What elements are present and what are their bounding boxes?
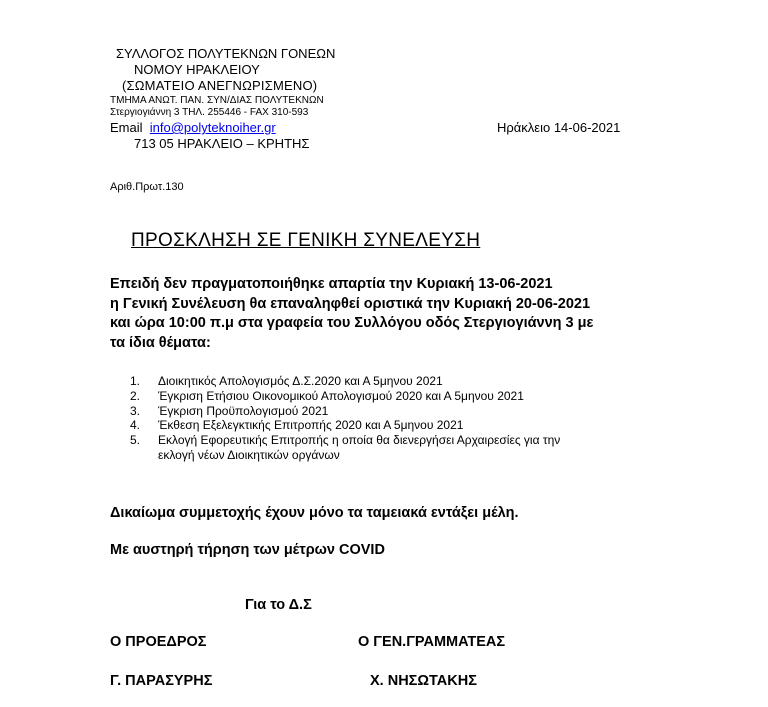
signature-for-board: Για το Δ.Σ [245,597,312,613]
body-line: τα ίδια θέματα: [110,334,211,351]
agenda-item-number: 5. [130,433,141,448]
agenda-list [130,374,560,463]
agenda-item-text: Έγκριση Ετήσιου Οικονομικού Απολογισμού 2020 και Α 5μηνου 2021 [158,388,524,403]
president-role: Ο ΠΡΟΕΔΡΟΣ [110,634,207,650]
protocol-number: Αριθ.Πρωτ.130 [110,181,184,193]
body-line: η Γενική Συνέλευση θα επαναληφθεί οριστικά την Κυριακή 20-06-2021 [110,295,591,312]
org-postal: 713 05 ΗΡΑΚΛΕΙΟ – ΚΡΗΤΗΣ [134,136,310,151]
body-line: Επειδή δεν πραγματοποιήθηκε απαρτία την Κυριακή 13-06-2021 [110,276,553,292]
agenda-item-text: Έκθεση Εξελεγκτικής Επιτροπής 2020 και Α 5μηνου 2021 [158,418,464,433]
secretary-name: Χ. ΝΗΣΩΤΑΚΗΣ [370,673,477,689]
secretary-role: Ο ΓΕΝ.ΓΡΑΜΜΑΤΕΑΣ [358,634,506,650]
email-line [110,120,276,135]
org-name-line1: ΣΥΛΛΟΓΟΣ ΠΟΛΥΤΕΚΝΩΝ ΓΟΝΕΩΝ [116,46,336,61]
document-title: ΠΡΟΣΚΛΗΣΗ ΣΕ ΓΕΝΙΚΗ ΣΥΝΕΛΕΥΣΗ [131,230,481,251]
agenda-item-text: Διοικητικός Απολογισμός Δ.Σ.2020 και Α 5μηνου 2021 [158,374,443,388]
agenda-item-text: Εκλογή Εφορευτικής Επιτροπής η οποία θα διενεργήσει Αρχαιρεσίες για την [158,433,561,448]
org-address: Στεργιογιάννη 3 ΤΗΛ. 255446 - FAX 310-593 [110,107,309,118]
agenda-item-continuation: εκλογή νέων Διοικητικών οργάνων [158,447,340,462]
president-name: Γ. ΠΑΡΑΣΥΡΗΣ [110,673,213,689]
eligibility-note: Δικαίωμα συμμετοχής έχουν μόνο τα ταμειακά εντάξει μέλη. [110,505,519,521]
org-department: ΤΜΗΜΑ ΑΝΩΤ. ΠΑΝ. ΣΥΝ/ΔΙΑΣ ΠΟΛΥΤΕΚΝΩΝ [110,95,324,106]
document-date: Ηράκλειο 14-06-2021 [497,120,621,135]
agenda-item [130,433,560,448]
agenda-item-number: 2. [130,388,141,403]
agenda-item [130,374,560,389]
agenda-item-number: 3. [130,403,141,418]
agenda-item-number: 1. [130,374,141,388]
org-status: (ΣΩΜΑΤΕΙΟ ΑΝΕΓΝΩΡΙΣΜΕΝΟ) [122,78,318,93]
body-line: και ώρα 10:00 π.μ στα γραφεία του Συλλόγου οδός Στεργιογιάννη 3 με [110,315,594,331]
org-name-line2: ΝΟΜΟΥ ΗΡΑΚΛΕΙΟΥ [134,62,260,77]
agenda-item-number: 4. [130,418,141,433]
email-label: Email [110,120,143,135]
invitation-body [110,275,593,353]
email-link[interactable]: info@polyteknoiher.gr [149,120,276,135]
agenda-item [130,404,560,419]
covid-note: Με αυστηρή τήρηση των μέτρων COVID [110,542,385,558]
agenda-item-text: Έγκριση Προϋπολογισμού 2021 [158,403,329,418]
agenda-item [130,389,560,404]
agenda-item [130,418,560,433]
